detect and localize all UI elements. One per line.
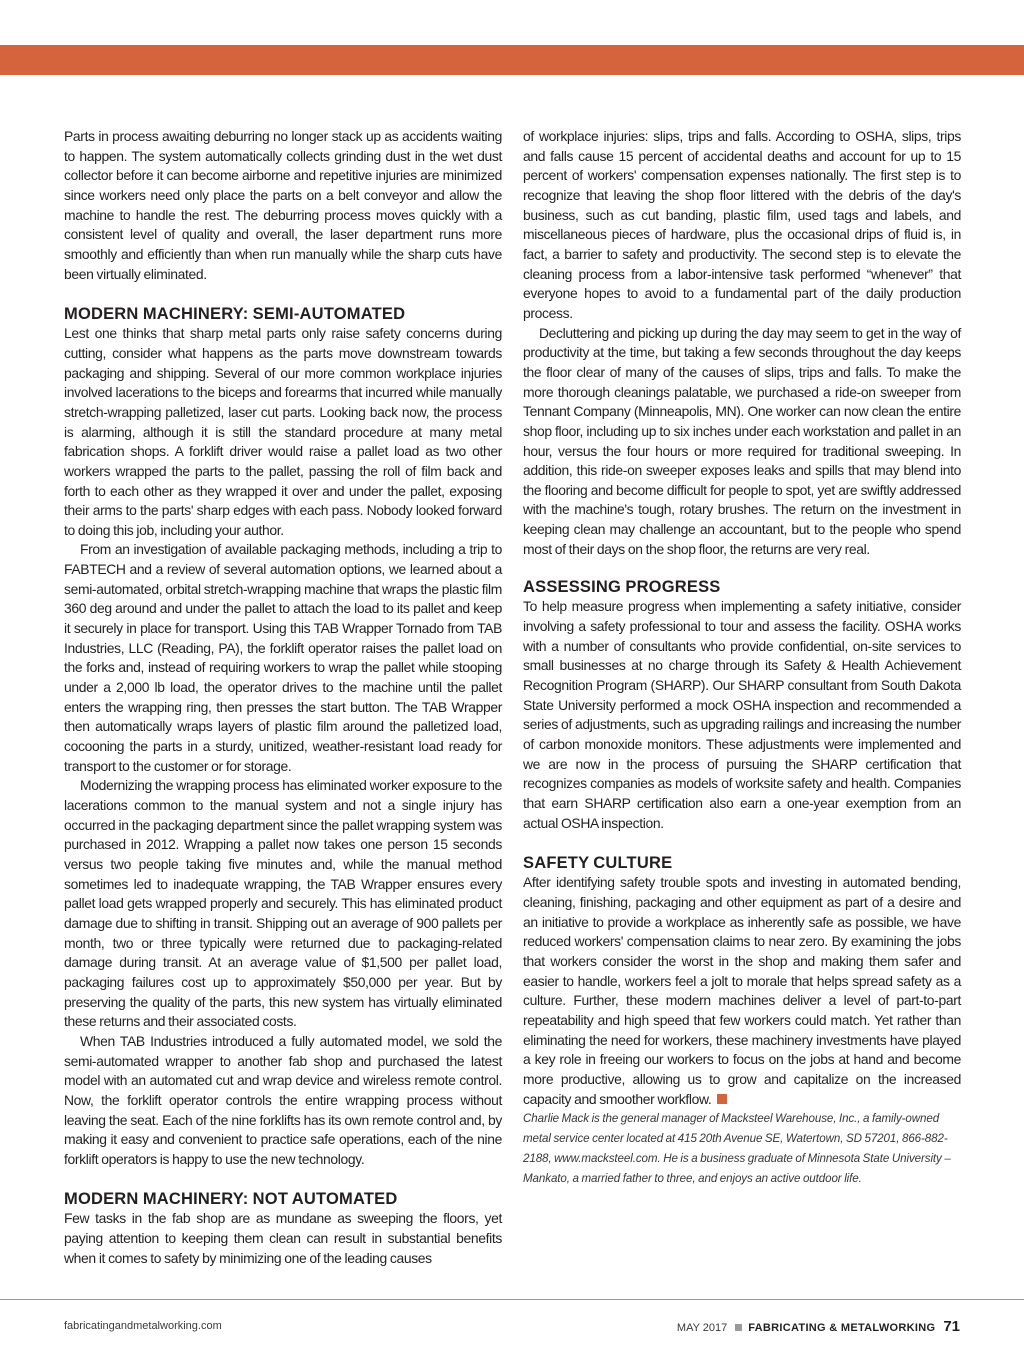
paragraph: From an investigation of available packaging methods, including a trip to FABTECH and a review of several automation options, we learned about a semi-automated, orbital stretch-wrapping machine that wraps the plastic film 360 deg around and under the pallet to attach the load to its pallet and keep it securely in place for transport. Using this TAB Wrapper Tornado from TAB Industries, LLC (Reading, PA), the forklift operator raises the pallet load on the forks and, instead of requiring workers to wrap the pallet while stooping under a 2,000 lb load, the operator drives to the machine until the pallet enters the wrapping ring, then presses the start button. The TAB Wrapper then automatically wraps layers of plastic film around the palletized load, cocooning the parts in a sturdy, unitized, weather-resistant load ready for transport to the customer or for storage.	[64, 541, 502, 774]
paragraph-text: After identifying safety trouble spots and investing in automated bending, cleaning, finishing, packaging and other equipment as part of a desire and an initiative to provide a workplace as inherently safe as possible, we have reduced workers' compensation claims to near zero. By examining the jobs that workers consider the worst in the shop and making them safer and easier to handle, workers feel a jolt to morale that helps spread safety as a culture. Further, these modern machines deliver a level of part-to-part repeatability and high speed that few workers could match. Yet rather than eliminating the need for workers, these machinery investments have played a key role in freeing our workers to focus on the jobs at hand and become more productive, allowing us to grow and capitalize on the increased capacity and smoother workflow.	[523, 874, 961, 1107]
footer-folio	[677, 1318, 960, 1335]
paragraph: Decluttering and picking up during the day may seem to get in the way of productivity at the time, but taking a few seconds throughout the day keeps the floor clear of many of the causes of slips, trips and falls. To make the more thorough cleanings palatable, we purchased a ride-on sweeper from Tennant Company (Minneapolis, MN). One worker can now clean the entire shop floor, including up to six inches under each workstation and pallet in an hour, versus the four hours or more required for traditional sweeping. In addition, this ride-on sweeper exposes leaks and spills that may blend into the flooring and become difficult for people to spot, yet are swiftly addressed with the machine's tough, rotary brushes. The return on the investment in keeping clean may challenge an accountant, but to the people who spend most of their days on the shop floor, the returns are very real.	[523, 324, 961, 557]
paragraph: When TAB Industries introduced a fully automated model, we sold the semi-automated wrapper to another fab shop and purchased the latest model with an automated cut and wrap device and wireless remote control. Now, the forklift operator controls the entire wrapping process without leaving the seat. Each of the nine forklifts has its own remote control and, by making it easy and convenient to practice safe operations, each of the nine forklift operators is happy to use the new technology.	[64, 1032, 502, 1167]
left-column	[64, 127, 502, 1268]
end-of-article-mark	[717, 1094, 727, 1104]
footer-divider	[0, 1299, 1024, 1300]
paragraph: Parts in process awaiting deburring no longer stack up as accidents waiting to happen. The system automatically collects grinding dust in the wet dust collector before it can become airborne and repetitive injuries are minimized since workers need only place the parts on a belt conveyor and allow the machine to handle the rest. The deburring process moves quickly with a consistent level of quality and overall, the laser department runs more smoothly and efficiently than when run manually while the sharp cuts have been virtually eliminated.	[64, 128, 502, 282]
separator-square-icon	[735, 1324, 742, 1331]
section-heading-not-automated: MODERN MACHINERY: NOT AUTOMATED	[64, 1190, 398, 1209]
paragraph: of workplace injuries: slips, trips and falls. According to OSHA, slips, trips and falls cause 15 percent of accidental deaths and account for up to 15 percent of workers' compensation expenses nationally. The first step is to recognize that leaving the shop floor littered with the debris of the day's business, such as cut banding, plastic film, used tags and labels, and miscellaneous pieces of hardware, plus the occasional drips of fluid is, in fact, a barrier to safety and productivity. The second step is to elevate the cleaning process from a labor-intensive task performed “whenever” that everyone hopes to avoid to a fundamental part of the daily production process.	[523, 128, 961, 321]
issue-date: MAY 2017	[676, 1322, 728, 1334]
paragraph: To help measure progress when implementing a safety initiative, consider involving a safety professional to tour and assess the facility. OSHA works with a number of consultants who provide confidential, on-site services to small businesses at no charge through its Safety & Health Achievement Recognition Program (SHARP). Our SHARP consultant from South Dakota State University performed a mock OSHA inspection and recommended a series of adjustments, such as upgrading railings and increasing the number of carbon monoxide monitors. These adjustments were implemented and we are now in the process of pursuing the SHARP certification that recognizes companies as models of worksite safety and health. Companies that earn SHARP certification also earn a one-year exemption from an actual OSHA inspection.	[523, 598, 961, 831]
author-bio: Charlie Mack is the general manager of Macksteel Warehouse, Inc., a family-owned metal service center located at 415 20th Avenue SE, Watertown, SD 57201, 866-882-2188, www.macksteel.com. He is a business graduate of Minnesota State University – Mankato, a married father to three, and enjoys an active outdoor life.	[523, 1112, 951, 1185]
paragraph: Lest one thinks that sharp metal parts only raise safety concerns during cutting, consider what happens as the parts move downstream towards packaging and shipping. Several of our more common workplace injuries involved lacerations to the biceps and forearms that incurred while manually stretch-wrapping palletized, laser cut parts. Looking back now, the process is alarming, although it is still the standard procedure at many metal fabrication shops. A forklift driver would raise a pallet load as two other workers wrapped the parts to the pallet, passing the roll of film back and forth to each other as they wrapped it over and under the pallet, exposing their arms to the parts' sharp edges with each pass. Nobody looked forward to doing this job, including your author.	[64, 325, 502, 538]
magazine-name: FABRICATING & METALWORKING	[748, 1322, 936, 1334]
section-heading-semi-automated: MODERN MACHINERY: SEMI-AUTOMATED	[64, 305, 406, 324]
page-number: 71	[943, 1318, 960, 1335]
section-heading-assessing-progress: ASSESSING PROGRESS	[523, 578, 721, 597]
paragraph: Few tasks in the fab shop are as mundane as sweeping the floors, yet paying attention to keeping them clean can result in substantial benefits when it comes to safety by minimizing one of the leading causes	[64, 1210, 502, 1266]
paragraph	[523, 873, 961, 1109]
right-column	[523, 127, 961, 1188]
paragraph: Modernizing the wrapping process has eliminated worker exposure to the lacerations common to the manual system and not a single injury has occurred in the packaging department since the pallet wrapping system was purchased in 2012. Wrapping a pallet now takes one person 15 seconds versus two people taking five minutes and, while the manual method sometimes led to inadequate wrapping, the TAB Wrapper ensures every pallet load gets wrapped properly and securely. This has eliminated product damage due to shifting in transit. Shipping out an average of 900 pallets per month, two or three typically were returned due to packaging-related damage during transit. At an average value of $1,500 per pallet load, packaging failures cost up to approximately $50,000 per year. But by preserving the quality of the parts, this new system has virtually eliminated these returns and their associated costs.	[64, 777, 502, 1030]
footer-website: fabricatingandmetalworking.com	[64, 1320, 222, 1332]
section-heading-safety-culture: SAFETY CULTURE	[523, 854, 673, 873]
header-color-band	[0, 45, 1024, 75]
